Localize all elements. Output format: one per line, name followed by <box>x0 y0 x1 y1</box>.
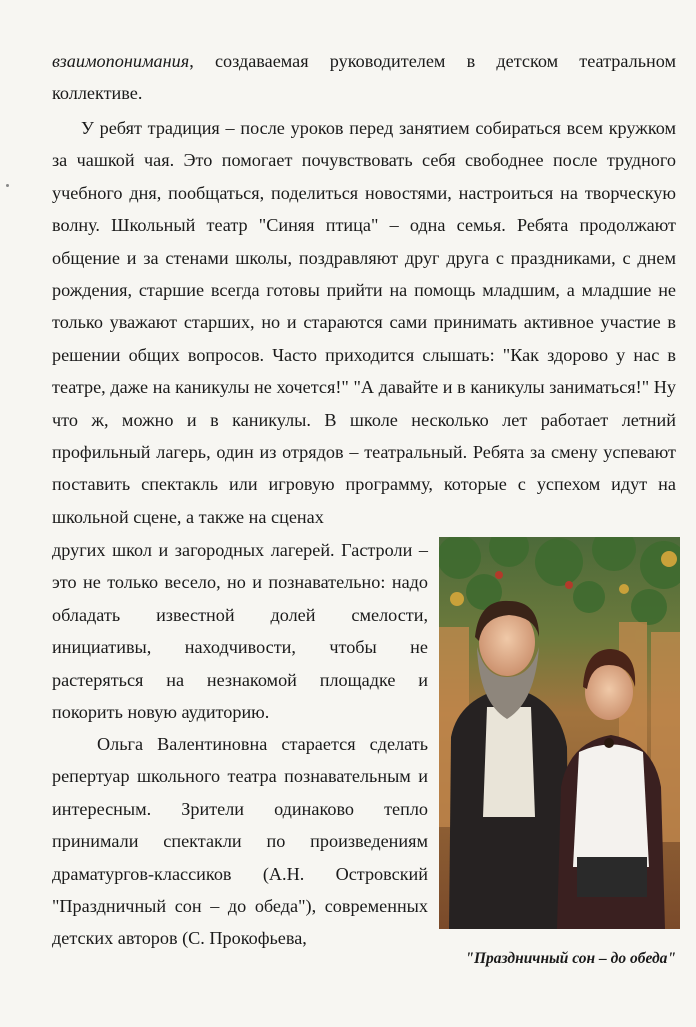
paragraph-tradition: У ребят традиция – после уроков перед занятием собираться всем кружком за чашкой чая. Это помогает почувствовать себя свободнее после трудного учебного дня, пообщаться, поделиться новостями, настроиться на творческую волну. Школьный театр "Синяя птица" – одна семья. Ребята продолжают общение и за стенами школы, поздравляют друг друга с праздниками, с днем рождения, старшие всегда готовы прийти на помощь младшим, а младшие не только уважают старших, но и стараются сами принимать активное участие в решении общих вопросов. Часто приходится слышать: "Как здорово у нас в театре, даже на каникулы не хочется!" "А давайте и в каникулы заниматься!" Ну что ж, можно и в каникулы. В школе несколько лет работает летний профильный лагерь, один из отрядов – театральный. Ребята за смену успевают поставить спектакль или игровую программу, которые с успехом идут на школьной сцене, а также на сценах <box>52 118 676 527</box>
scan-speck <box>6 184 9 187</box>
paragraph-intro <box>52 45 676 110</box>
italic-term: взаимопонимания <box>52 51 190 71</box>
photo-illustration <box>439 537 680 929</box>
paragraph-repertoire: Ольга Валентиновна старается сделать репертуар школьного театра познавательным и интересным. Зрители одинаково тепло принимали спектакли по произведениям драматургов-классиков (А.Н. Островский "Праздничный сон – до обеда"), современных детских авторов (С. Прокофьева, <box>52 734 428 949</box>
paragraph-tours: других школ и загородных лагерей. Гастроли – это не только весело, но и познавательно: надо обладать известной долей смелости, инициативы, находчивости, чтобы не растеряться на незнакомой площадке и покорить новую аудиторию. <box>52 540 428 723</box>
photo-caption: "Праздничный сон – до обеда" <box>465 950 676 967</box>
performance-photo <box>439 537 680 929</box>
paragraph-intro-text: , создаваемая руководителем в детском театральном коллективе. <box>52 51 676 104</box>
